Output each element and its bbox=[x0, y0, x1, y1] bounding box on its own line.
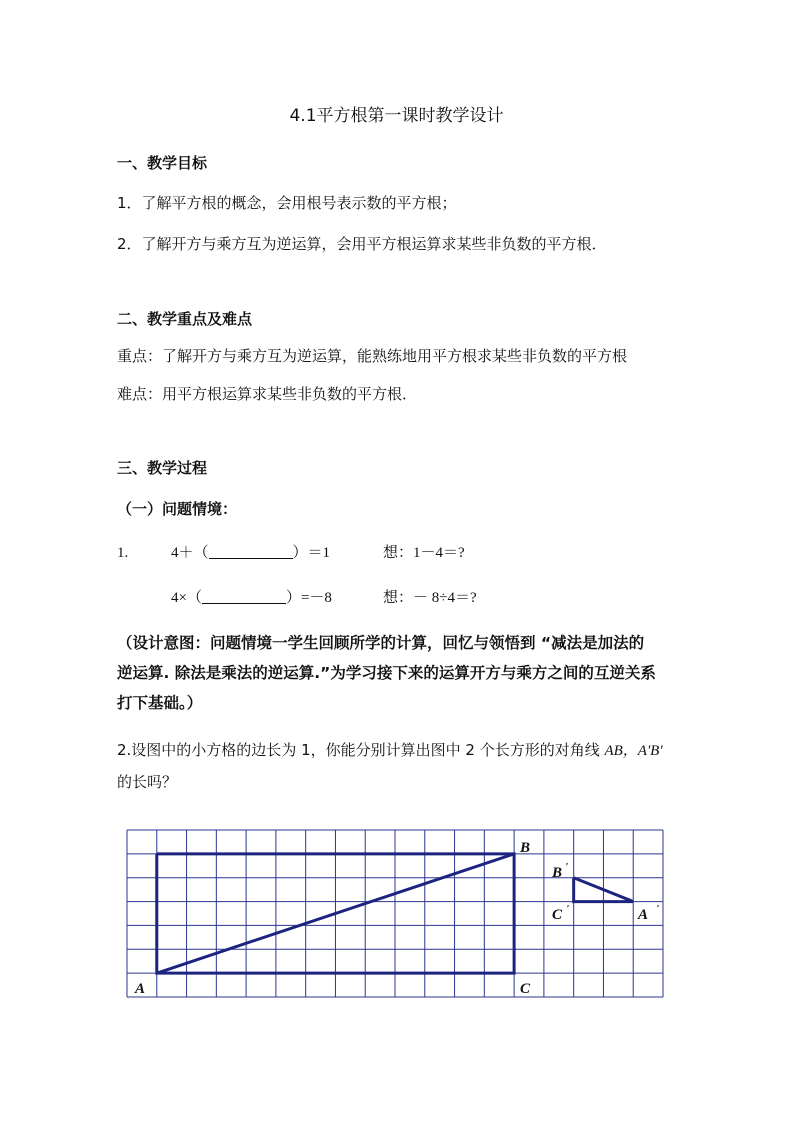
answer-blank-2[interactable] bbox=[202, 588, 286, 604]
q1-line2-left: 4×（ bbox=[171, 590, 202, 606]
label-B: B bbox=[520, 840, 531, 856]
label-C-prime: C bbox=[552, 907, 563, 923]
sub-heading-problem-situation: （一）问题情境： bbox=[117, 500, 238, 518]
label-C-prime-mark: ' bbox=[566, 903, 570, 915]
objective-item-2: 2．了解开方与乘方互为逆运算，会用平方根运算求某些非负数的平方根． bbox=[117, 235, 607, 253]
q2-diagonal-vars: AB，A'B' bbox=[604, 743, 663, 759]
label-A: A bbox=[135, 981, 146, 997]
label-B-prime: B bbox=[552, 865, 563, 881]
q1-line2-right: ）=－8 bbox=[285, 590, 332, 606]
key-point: 重点：了解开方与乘方互为逆运算，能熟练地用平方根求某些非负数的平方根 bbox=[117, 347, 628, 365]
section3-heading: 三、教学过程 bbox=[117, 459, 208, 477]
design-intent-line-3: 打下基础。） bbox=[117, 694, 203, 712]
label-B-prime-mark: ' bbox=[565, 861, 569, 873]
q1-line1-right: ）＝1 bbox=[292, 545, 331, 561]
objective-item-1: 1．了解平方根的概念，会用根号表示数的平方根； bbox=[117, 194, 457, 212]
section2-heading: 二、教学重点及难点 bbox=[117, 310, 253, 328]
design-intent-line-2: 逆运算. 除法是乘法的逆运算.”为学习接下来的运算开方与乘方之间的互逆关系 bbox=[117, 664, 656, 682]
page-title: 4.1平方根第一课时教学设计 bbox=[289, 106, 504, 126]
q1-line2-think: 想：－ 8÷4＝? bbox=[383, 590, 477, 606]
answer-blank-1[interactable] bbox=[209, 543, 293, 559]
label-A-prime-mark: ' bbox=[656, 903, 660, 915]
question1-line2 bbox=[171, 588, 332, 608]
design-intent-line-1: （设计意图：问题情境一学生回顾所学的计算，回忆与领悟到 “减法是加法的 bbox=[117, 634, 645, 652]
grid-figure bbox=[125, 828, 667, 1000]
q1-line1-left: 4＋（ bbox=[171, 545, 209, 561]
label-A-prime: A bbox=[638, 907, 649, 923]
label-C: C bbox=[520, 981, 531, 997]
difficulty: 难点：用平方根运算求某些非负数的平方根． bbox=[117, 385, 418, 403]
question1-line1 bbox=[171, 543, 330, 563]
q2-text: 2.设图中的小方格的边长为 1，你能分别计算出图中 2 个长方形的对角线 bbox=[117, 741, 605, 759]
q1-line1-think: 想：1－4＝? bbox=[383, 545, 465, 561]
question2-line1 bbox=[117, 740, 663, 761]
question2-line2: 的长吗？ bbox=[117, 773, 178, 791]
section1-heading: 一、教学目标 bbox=[117, 154, 208, 172]
question1-number: 1. bbox=[117, 545, 129, 561]
